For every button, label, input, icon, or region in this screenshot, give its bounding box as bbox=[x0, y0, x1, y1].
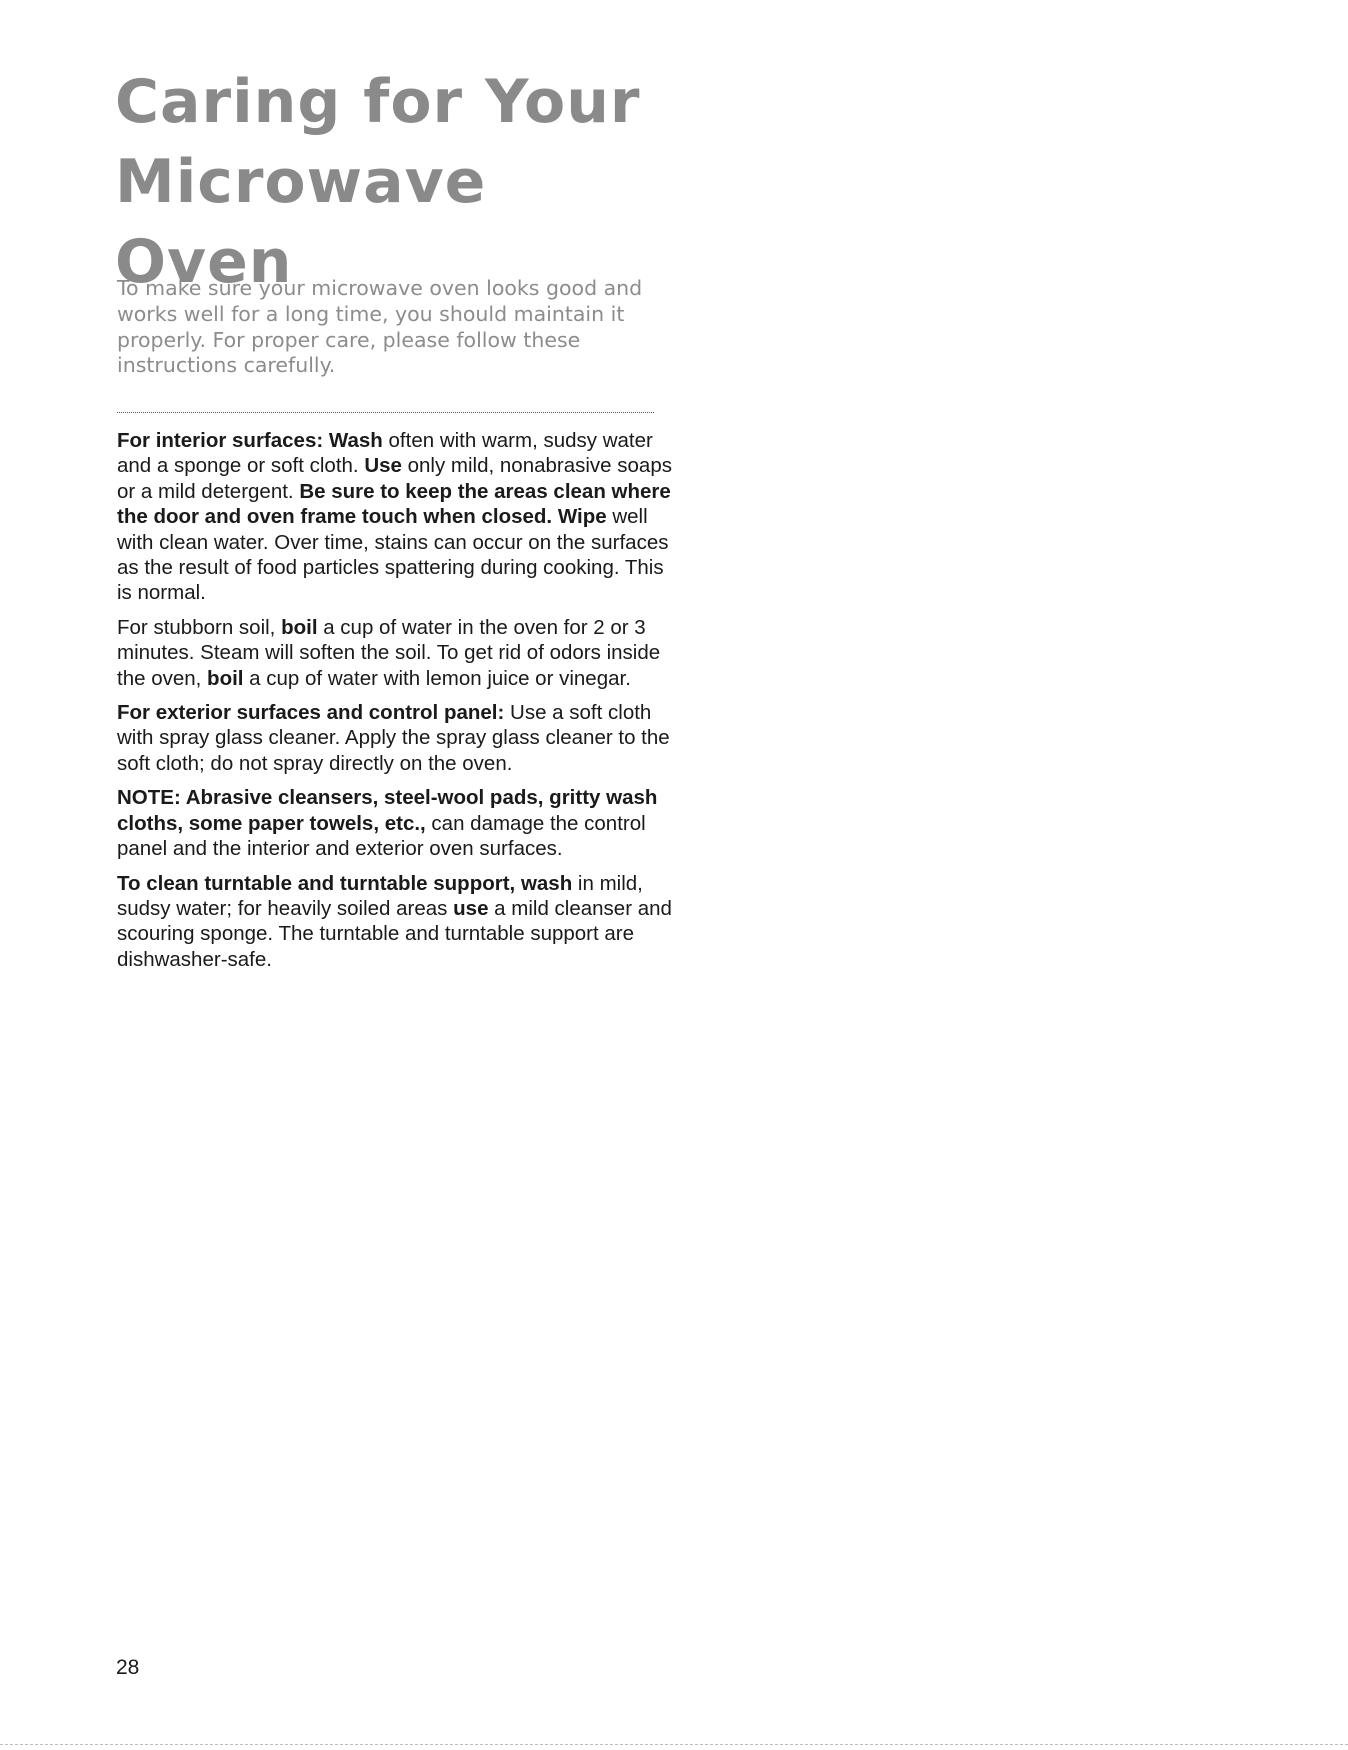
text-run: For stubborn soil, bbox=[117, 615, 282, 639]
bold-phrase: Wipe bbox=[557, 505, 607, 529]
turntable-paragraph bbox=[117, 871, 672, 973]
bold-phrase: Use bbox=[364, 454, 402, 478]
text-run: only mild, nonabrasive soaps or a mild detergent. bbox=[117, 454, 672, 503]
text-run: well with clean water. Over time, stains can occur on the surfaces as the result of food particles spattering during cooking. This is normal. bbox=[117, 505, 669, 605]
bold-phrase: boil bbox=[281, 615, 318, 639]
bold-phrase: Wash bbox=[328, 429, 383, 452]
text-run: a cup of water in the oven for 2 or 3 minutes. Steam will soften the soil. To get rid of odors inside the oven, bbox=[117, 615, 661, 690]
intro-paragraph: To make sure your microwave oven looks good and works well for a long time, you should maintain it properly. For proper care, please follow these instructions carefully. bbox=[117, 276, 643, 378]
bold-phrase: For exterior surfaces and control panel: bbox=[117, 701, 505, 725]
title-line-3: Oven bbox=[115, 227, 293, 297]
text-run: can damage the control panel and the interior and exterior oven surfaces. bbox=[117, 811, 646, 861]
stubborn-soil-paragraph bbox=[117, 615, 672, 691]
bottom-edge-rule bbox=[0, 1744, 1348, 1745]
note-paragraph bbox=[117, 785, 672, 861]
title-line-1: Caring for Your bbox=[115, 67, 641, 137]
bold-phrase: use bbox=[453, 896, 489, 920]
page-title bbox=[115, 62, 715, 302]
bold-phrase: Be sure to keep the areas clean where the door and oven frame touch when closed. bbox=[117, 479, 671, 529]
text-run: a mild cleanser and scouring sponge. The turntable and turntable support are dishwasher-safe. bbox=[117, 896, 672, 971]
text-run: in mild, sudsy water; for heavily soiled areas bbox=[117, 871, 643, 920]
section-divider bbox=[117, 412, 654, 413]
care-instructions bbox=[117, 428, 672, 981]
bold-phrase: For interior surfaces: bbox=[117, 429, 324, 452]
bold-phrase: To clean turntable and turntable support, wash bbox=[117, 871, 573, 895]
bold-phrase: NOTE: Abrasive cleansers, steel-wool pads, gritty wash cloths, some paper towels, etc., bbox=[117, 786, 658, 835]
text-run: Use a soft cloth with spray glass cleaner. Apply the spray glass cleaner to the soft cloth; do not spray directly on the oven. bbox=[117, 701, 670, 775]
title-line-2: Microwave bbox=[115, 147, 487, 217]
bold-phrase: boil bbox=[207, 666, 244, 690]
text-run: often with warm, sudsy water and a sponge or soft cloth. bbox=[117, 429, 653, 478]
interior-surfaces-paragraph bbox=[117, 428, 672, 606]
exterior-surfaces-paragraph bbox=[117, 700, 672, 776]
page-number: 28 bbox=[116, 1656, 140, 1679]
text-run: a cup of water with lemon juice or vinegar. bbox=[243, 666, 631, 690]
